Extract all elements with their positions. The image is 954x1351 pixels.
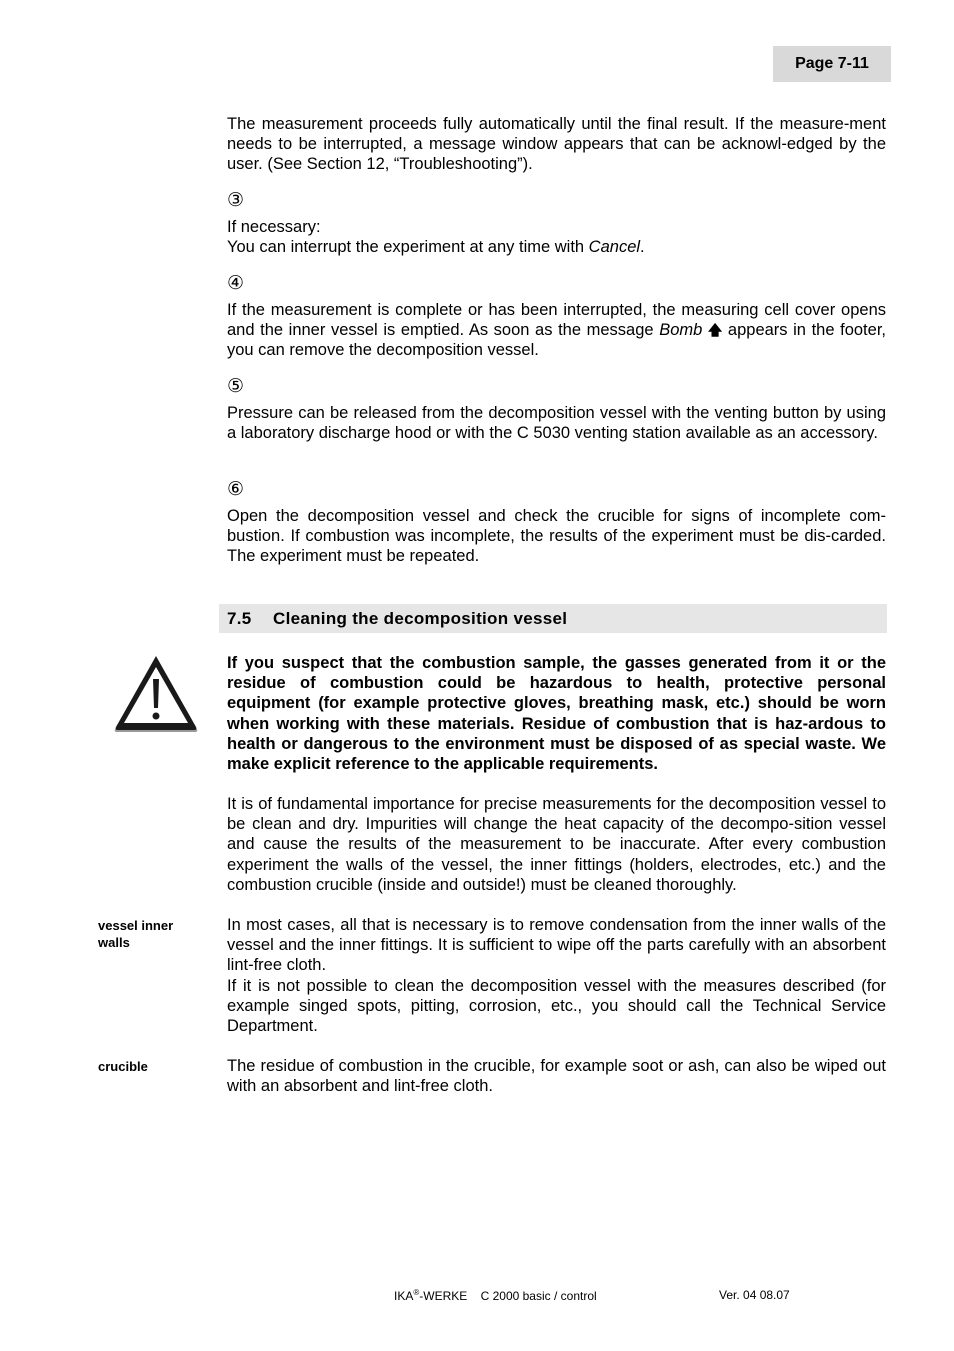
warning-triangle-icon bbox=[112, 653, 200, 735]
footer-brand: IKA®-WERKE C 2000 basic / control bbox=[394, 1288, 597, 1303]
footer-version: Ver. 04 08.07 bbox=[719, 1288, 790, 1302]
inner-walls-text-2: If it is not possible to clean the decomposition vessel with the measures described (for example singed spots, pitting, corrosion, etc., you should call the Technical Service Department. bbox=[227, 976, 886, 1036]
cancel-term: Cancel bbox=[588, 238, 641, 257]
warning-text: If you suspect that the combustion sample, the gasses generated from it or the residue of combustion could be hazardous to health, protective personal equipment (for example protective gloves, breathing mask, etc.) should be worn when working with these materials. Residue of combustion that is haz-ardous to health or dangerous to the environment must be disposed of as special waste. We make explicit reference to the applicable requirements. bbox=[227, 654, 886, 774]
arrow-up-icon: 🡅 bbox=[707, 322, 723, 339]
importance-block bbox=[227, 794, 886, 895]
step-4-marker: ④ bbox=[227, 273, 245, 294]
step-4-text: If the measurement is complete or has been interrupted, the measuring cell cover opens and the inner vessel is emptied. As soon as the message Bomb 🡅 appears in the footer, you can remove the decomposition vessel. bbox=[227, 301, 886, 360]
crucible-text: The residue of combustion in the crucible, for example soot or ash, can also be wiped out with an absorbent and lint-free cloth. bbox=[227, 1057, 886, 1096]
step-6-text: Open the decomposition vessel and check the crucible for signs of incomplete com-bustion. If combustion was incomplete, the results of the experiment must be dis-carded. The experiment must be repeated. bbox=[227, 507, 886, 566]
section-heading bbox=[219, 604, 887, 633]
section-title: Cleaning the decomposition vessel bbox=[273, 608, 568, 628]
page-number-badge: Page 7-11 bbox=[773, 46, 891, 82]
step-3 bbox=[227, 190, 886, 257]
step-5-marker: ⑤ bbox=[227, 376, 245, 397]
crucible-label: crucible bbox=[98, 1059, 148, 1074]
step-6 bbox=[227, 479, 886, 567]
step-5 bbox=[227, 376, 886, 443]
inner-walls-block bbox=[227, 915, 886, 1036]
step-3-marker: ③ bbox=[227, 190, 245, 211]
warning-block bbox=[227, 653, 886, 774]
intro-paragraph: The measurement proceeds fully automatically until the final result. If the measure-ment needs to be interrupted, a message window appears that can be acknowl-edged by the user. (See Section 12, “Troubleshooting”). bbox=[227, 115, 886, 174]
section-number: 7.5 bbox=[227, 608, 252, 628]
footer-product: C 2000 basic / control bbox=[480, 1289, 597, 1303]
step-3-line1: If necessary: bbox=[227, 218, 321, 236]
bomb-term: Bomb bbox=[659, 321, 703, 340]
step-5-text: Pressure can be released from the decomposition vessel with the venting button by using a laboratory discharge hood or with the C 5030 venting station available as an accessory. bbox=[227, 404, 886, 443]
step-4 bbox=[227, 273, 886, 361]
step-6-marker: ⑥ bbox=[227, 479, 245, 500]
importance-text: It is of fundamental importance for precise measurements for the decomposition vessel to be clean and dry. Impurities will change the heat capacity of the decompo-sition vessel and cause the results of the measurement to be inaccurate. After every combustion experiment the walls of the vessel, the inner fittings (holders, electrodes, etc.) and the combustion crucible (inside and outside!) must be cleaned thoroughly. bbox=[227, 795, 886, 894]
inner-walls-label: vessel inner walls bbox=[98, 918, 174, 950]
inner-walls-text-1: In most cases, all that is necessary is to remove condensation from the inner walls of the vessel and the inner fittings. It is sufficient to wipe off the parts carefully with an absorbent lint-free cloth. bbox=[227, 916, 886, 975]
crucible-block bbox=[227, 1056, 886, 1096]
steps-intro bbox=[227, 114, 886, 175]
step-3-line2: You can interrupt the experiment at any time with Cancel. bbox=[227, 238, 645, 257]
